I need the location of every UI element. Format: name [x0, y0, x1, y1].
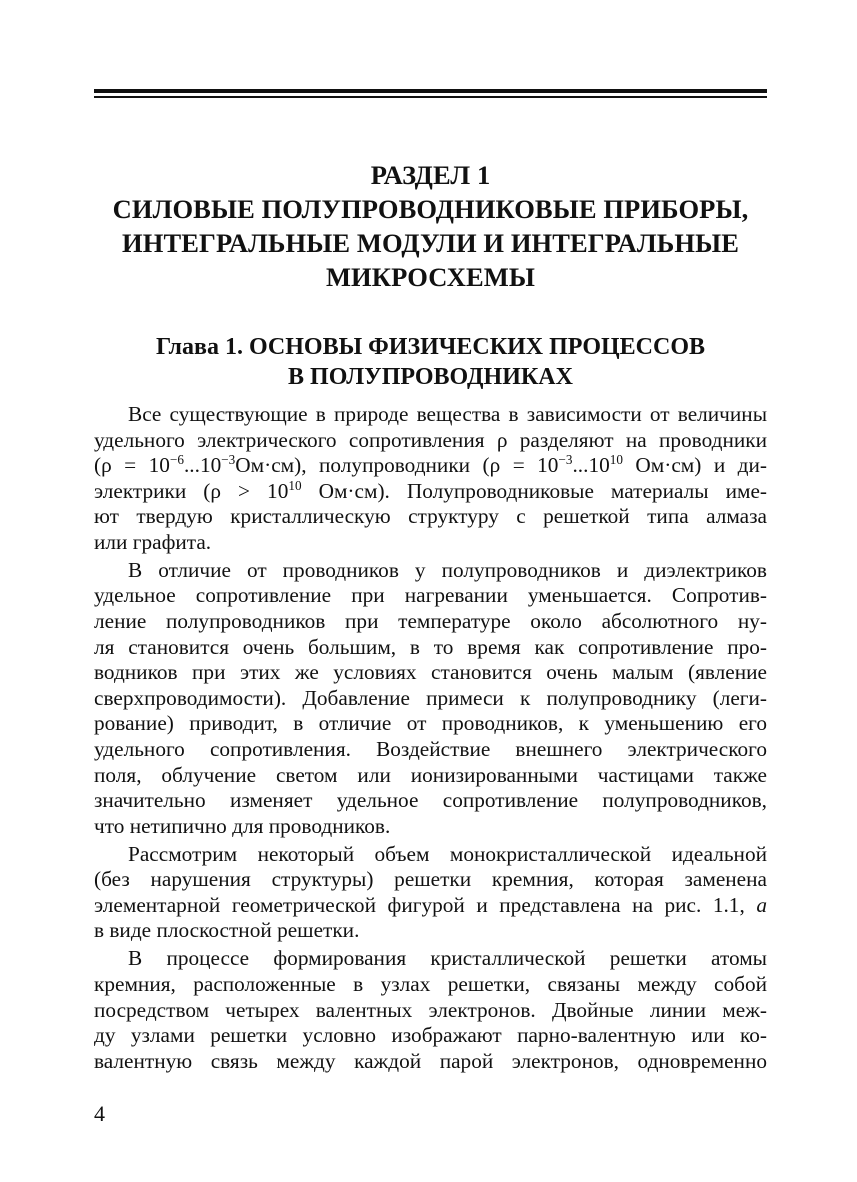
text-line-formula: электрики ($\rho > 10^{10}$ Ом·см). Полупроводниковые материалы име-: [94, 477, 767, 503]
text-line: сверхпроводимости). Добавление примеси к полупроводнику (леги-: [94, 685, 767, 710]
chapter-title-line-1: Глава 1. ОСНОВЫ ФИЗИЧЕСКИХ ПРОЦЕССОВ: [155, 334, 706, 360]
text-line: Рассмотрим некоторый объем монокристаллической идеальной: [128, 841, 767, 866]
paragraph-4: [94, 946, 767, 1074]
chapter-heading: [94, 332, 767, 392]
text-line: рование) приводит, в отличие от проводников, к уменьшению его: [94, 711, 767, 736]
text-line: в виде плоскостной решетки.: [94, 918, 360, 943]
section-heading: [94, 158, 767, 294]
paragraph-2: [94, 558, 767, 840]
text-line: удельное сопротивление при нагревании уменьшается. Сопротив-: [94, 583, 767, 608]
paragraph-3: [94, 842, 767, 944]
header-rule-thin: [94, 96, 767, 98]
text-line: В отличие от проводников у полупроводников и диэлектриков: [128, 557, 767, 582]
text-line: ление полупроводников при температуре около абсолютного ну-: [94, 609, 767, 634]
text-line: ду узлами решетки условно изображают парно-валентную или ко-: [94, 1023, 767, 1048]
section-title-line-1: СИЛОВЫЕ ПОЛУПРОВОДНИКОВЫЕ ПРИБОРЫ,: [112, 194, 749, 224]
text-line: посредством четырех валентных электронов. Двойные линии меж-: [94, 997, 767, 1022]
text-line: поля, облучение светом или ионизированными частицами также: [94, 762, 767, 787]
figure-ref-letter: а: [756, 892, 767, 917]
text-line: ля становится очень большим, в то время как сопротивление про-: [94, 634, 767, 659]
body-text: [94, 402, 767, 1074]
text-line: значительно изменяет удельное сопротивление полупроводников,: [94, 788, 767, 813]
section-title-line-2: ИНТЕГРАЛЬНЫЕ МОДУЛИ И ИНТЕГРАЛЬНЫЕ: [122, 228, 739, 258]
text-line: ют твердую кристаллическую структуру с решеткой типа алмаза: [94, 504, 767, 529]
paragraph-1: [94, 402, 767, 556]
text-line: водников при этих же условиях становится очень малым (явление: [94, 660, 767, 685]
section-number: РАЗДЕЛ 1: [370, 160, 491, 190]
text-line: удельного электрического сопротивления ρ разделяют на проводники: [94, 427, 767, 452]
text-line: Все существующие в природе вещества в зависимости от величины: [128, 402, 767, 426]
section-title-line-3: МИКРОСХЕМЫ: [325, 262, 536, 292]
text-line: В процессе формирования кристаллической решетки атомы: [128, 946, 767, 971]
text-line: удельного сопротивления. Воздействие внешнего электрического: [94, 737, 767, 762]
text-line: валентную связь между каждой парой электронов, одновременно: [94, 1048, 767, 1073]
text-line-figure-ref: элементарной геометрической фигурой и представлена на рис. 1.1, а: [94, 892, 767, 917]
page-number: 4: [94, 1101, 105, 1126]
chapter-title-line-2: В ПОЛУПРОВОДНИКАХ: [288, 364, 573, 390]
header-rule-thick: [94, 89, 767, 93]
text-line: (без нарушения структуры) решетки кремния, которая заменена: [94, 867, 767, 892]
text-line: или графита.: [94, 529, 212, 554]
text-line: кремния, расположенные в узлах решетки, связаны между собой: [94, 971, 767, 996]
text-line-formula: $(\rho = 10^{-6}...10^{-3}Ом\cdot см)$, полупроводники ($\rho = 10^{-3}...10^{10}$ Ом·см) и ди-: [94, 452, 767, 478]
text-line: что нетипично для проводников.: [94, 813, 391, 838]
